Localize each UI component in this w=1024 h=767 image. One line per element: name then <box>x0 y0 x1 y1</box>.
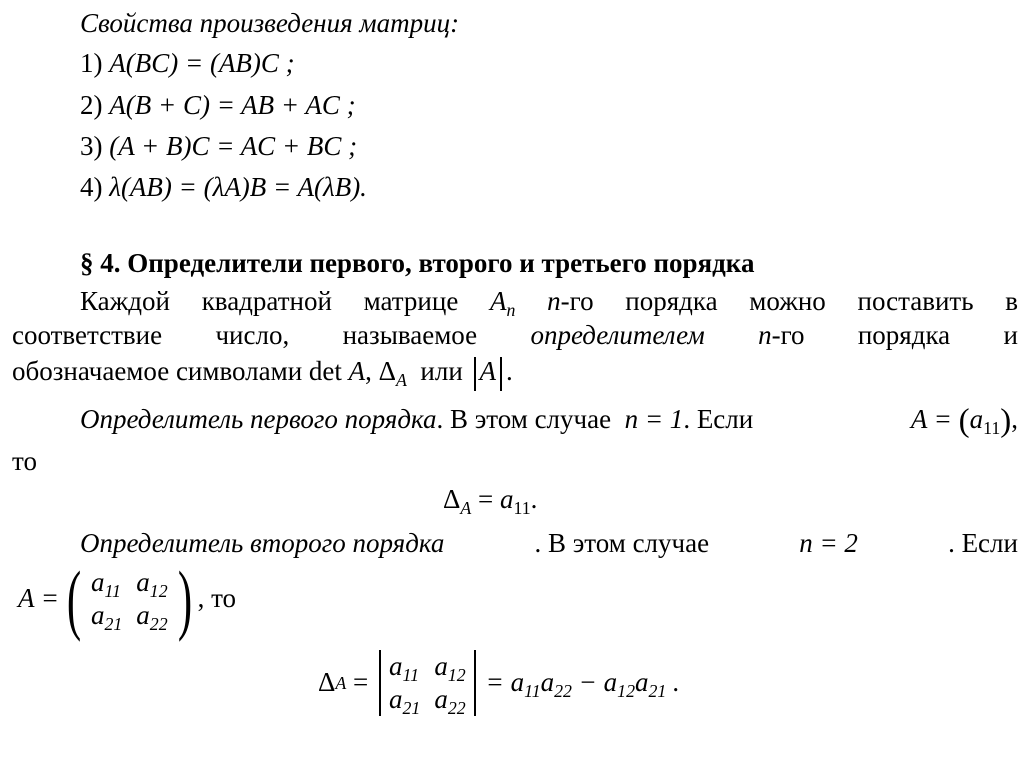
property-number: 1) <box>80 48 103 78</box>
intro-text: обозначаемое символами det <box>12 356 342 386</box>
n-equals: n = 1 <box>624 404 684 434</box>
determinant-term: определителем <box>530 320 705 350</box>
property-4 <box>80 172 367 203</box>
first-order-line: Определитель первого порядка. В этом случае n = 1. Если $A = (a_{11})$, <box>80 403 1018 439</box>
abs-symbol: A <box>470 356 507 386</box>
second-order-formula: Δ A = $a_{11}$ $a_{12}$ $a_{21}$ $a_{22}$ = $a_{11}a_{22} - a_{12}a_{21}$ . <box>318 650 680 719</box>
intro-text: соответствие число, называемое <box>12 320 478 350</box>
or-text: или <box>420 356 463 386</box>
to-text: , то <box>197 583 237 614</box>
property-formula: A(B + C) = AB + AC ; <box>109 90 356 120</box>
first-order-term: Определитель первого порядка <box>80 404 437 434</box>
determinant-2x2: $a_{11}$ $a_{12}$ $a_{21}$ $a_{22}$ <box>389 650 466 719</box>
section-heading: § 4. Определители первого, второго и третьего порядка <box>80 248 755 278</box>
matrix-2x2: $a_{11}$ $a_{12}$ $a_{21}$ $a_{22}$ <box>90 566 168 635</box>
property-number: 3) <box>80 131 103 161</box>
intro-text: Каждой квадратной матрице <box>80 286 459 316</box>
determinant-expansion: = $a_{11}a_{22} - a_{12}a_{21}$ . <box>485 667 680 702</box>
property-2 <box>80 90 356 121</box>
property-formula: A(BC) = (AB)C ; <box>109 48 295 78</box>
intro-line-2 <box>12 320 1018 351</box>
property-formula: λ(AB) = (λA)B = A(λB). <box>109 172 367 202</box>
property-1 <box>80 48 295 79</box>
to-text: то <box>12 446 37 476</box>
n-equals: n = 2 <box>799 528 858 558</box>
intro-line-1 <box>80 286 1019 321</box>
first-order-matrix: $A = (a_{11})$, <box>910 403 1018 439</box>
first-order-formula: $\Delta_A = a_{11}$. <box>443 484 538 519</box>
symbol-a: A <box>348 356 366 386</box>
property-3 <box>80 131 357 162</box>
intro-line-3: обозначаемое символами det A, $\Delta_A$ или A . <box>12 356 513 391</box>
order-text: n-го порядка и <box>758 320 1018 350</box>
property-number: 4) <box>80 172 103 202</box>
matrix-symbol: $A_n$ <box>490 286 516 321</box>
property-number: 2) <box>80 90 103 120</box>
order-text: n-го порядка можно поставить в <box>547 286 1019 316</box>
properties-title: Свойства произведения матриц: <box>80 8 460 38</box>
second-order-term: Определитель второго порядка <box>80 528 445 558</box>
property-formula: (A + B)C = AC + BC ; <box>109 131 358 161</box>
second-order-line: Определитель второго порядка . В этом случае n = 2 . Если <box>80 528 1018 558</box>
second-order-matrix-def: A = ( $a_{11}$ $a_{12}$ $a_{21}$ $a_{22}$ ) , то <box>18 555 237 642</box>
delta-symbol: $\Delta_A$ <box>378 356 407 391</box>
